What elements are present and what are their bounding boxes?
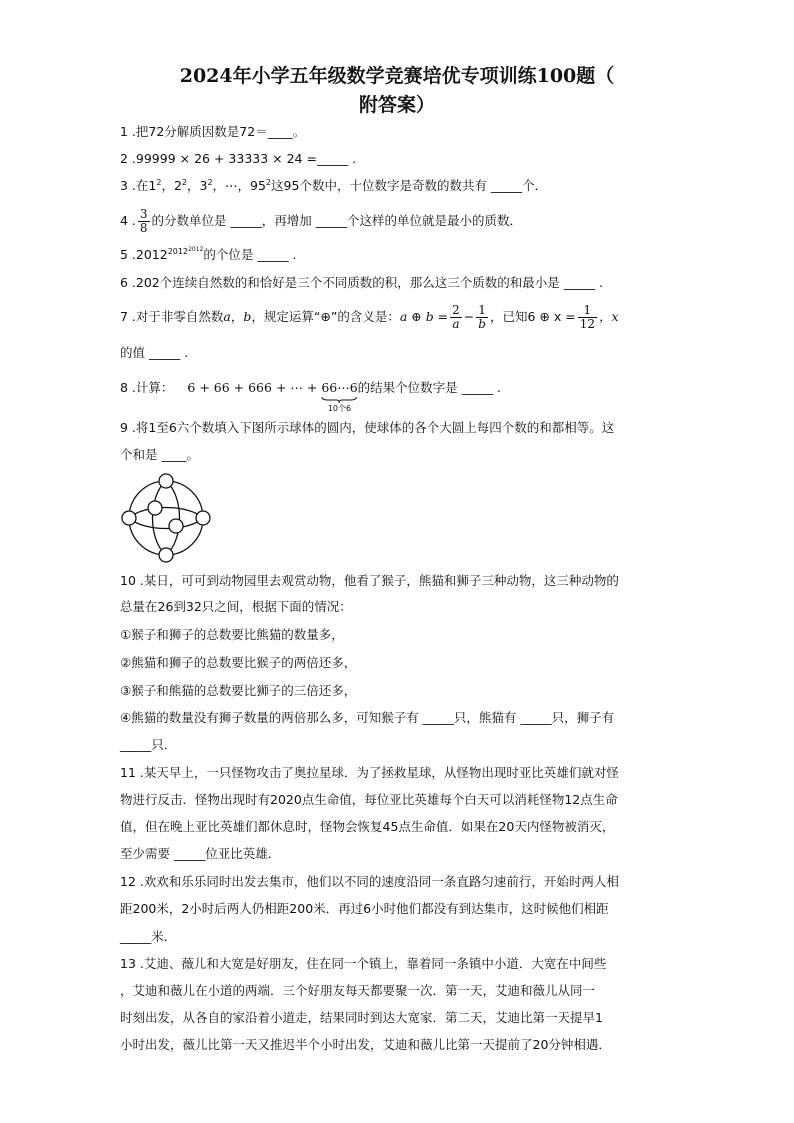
question-12-line2: 距200米，2小时后两人仍相距200米．再过6小时他们都没有到达集市，这时候他们相距	[120, 901, 609, 916]
q7-fraction-3	[578, 304, 597, 331]
sphere-equator-lower	[129, 518, 203, 529]
sphere-circles-diagram	[118, 472, 214, 564]
page-title-line2: 附答案）	[358, 94, 435, 116]
q7-rule: ，规定运算“⊕”的含义是：	[251, 309, 400, 324]
question-1: 1 .把72分解质因数是72＝____。	[120, 124, 306, 139]
q3-suffix: 这95个数中，十位数字是奇数的数共有 _____个．	[271, 178, 548, 193]
q3-prefix: 3 .在1	[120, 178, 157, 193]
q7-prefix: 7 .对于非零自然数	[120, 309, 224, 324]
q7-minus: −	[463, 309, 475, 324]
sphere-equator-upper	[129, 508, 203, 519]
q4-prefix: 4 .	[120, 213, 136, 228]
q7-f2-den: b	[478, 317, 486, 331]
question-10-line1: 10 .某日，可可到动物园里去观赏动物，他看了猴子，熊猫和狮子三种动物，这三种动物的	[120, 573, 619, 588]
q7-known: ，已知6 ⊕ x =	[489, 309, 576, 324]
question-5	[120, 246, 297, 264]
question-10-line2: 总量在26到32只之间，根据下面的情况：	[120, 599, 352, 614]
q8-last-term: 66⋯6	[321, 380, 358, 395]
q3-sep1: ，2	[161, 178, 182, 193]
q8-prefix: 8 .计算：	[120, 380, 174, 395]
sphere-outline	[129, 481, 203, 555]
q4-suffix: 的分数单位是 _____，再增加 _____个这样的单位就是最小的质数．	[151, 213, 522, 228]
question-11-line3: 值，但在晚上亚比英雄们都休息时，怪物会恢复45点生命值．如果在20天内怪物被消灭，	[120, 819, 615, 834]
question-13-line4: 小时出发，薇儿比第一天又推迟半个小时出发，艾迪和薇儿比第一天提前了20分钟相遇．	[120, 1037, 611, 1052]
q8-suffix: 的结果个位数字是 _____ .	[357, 380, 501, 395]
question-8	[120, 379, 501, 413]
q8-expr: 6 + 66 + 666 + ⋯ +	[187, 380, 322, 395]
node-lower-right[interactable]	[169, 519, 183, 533]
question-2: 2 .99999 × 26 + 33333 × 24 =_____ .	[120, 151, 357, 166]
question-7	[120, 304, 619, 331]
q3-exp-2: 2	[181, 177, 187, 187]
q7-var-b: b	[243, 309, 252, 324]
question-7-line2: 的值 _____ .	[120, 345, 189, 360]
q7-f1-den: a	[452, 317, 460, 331]
q4-fraction	[138, 208, 150, 235]
question-4	[120, 208, 522, 235]
q7-comma: ，	[230, 309, 244, 324]
q3-exp-4: 2	[265, 177, 272, 187]
node-bottom[interactable]	[159, 548, 173, 562]
question-13-line1: 13 .艾迪、薇儿和大宽是好朋友，住在同一个镇上，靠着同一条镇中小道．大宽在中间些	[120, 956, 607, 971]
question-10-condition-1: ①猴子和狮子的总数要比熊猫的数量多，	[120, 627, 344, 642]
question-9-line2: 个和是 ____。	[120, 447, 199, 462]
q7-f3-num: 1	[578, 304, 597, 318]
q5-exp2: 2012	[188, 246, 204, 253]
question-10-condition-4: ④熊猫的数量没有狮子数量的两倍那么多，可知猴子有 _____只，熊猫有 _____只，狮子有	[120, 710, 615, 725]
node-upper-left[interactable]	[148, 501, 162, 515]
q3-exp-3: 2	[207, 177, 213, 187]
question-11-line2: 物进行反击．怪物出现时有2020点生命值，每位亚比英雄每个白天可以消耗怪物12点生命	[120, 792, 618, 807]
q5-exp: 2012	[167, 246, 189, 256]
node-top[interactable]	[159, 474, 173, 488]
q7-f1-num: 2	[452, 303, 460, 317]
question-3	[120, 177, 547, 195]
question-6: 6 .202个连续自然数的和恰好是三个不同质数的积，那么这三个质数的和最小是 _____ .	[120, 275, 603, 290]
q7-f3-den: 12	[579, 317, 595, 331]
question-13-line3: 时刻出发，从各自的家沿着小道走，结果同时到达大宽家．第二天，艾迪比第一天提早1	[120, 1010, 603, 1025]
sphere-meridian-right	[166, 481, 180, 555]
q7-var-a: a	[223, 309, 231, 324]
q5-suffix: 的个位是 _____ .	[203, 247, 297, 262]
node-left[interactable]	[122, 511, 136, 525]
question-9-line1: 9 .将1至6六个数填入下图所示球体的圆内，使球体的各个大圆上每四个数的和都相等。这	[120, 420, 615, 435]
q3-mid: ，⋯，95	[212, 178, 266, 193]
question-10-condition-2: ②熊猫和狮子的总数要比猴子的两倍还多，	[120, 655, 357, 670]
q4-denominator: 8	[139, 221, 148, 235]
q7-fraction-2	[476, 304, 488, 331]
q8-underbrace-group	[321, 379, 358, 413]
q7-tail: ，x	[598, 309, 619, 324]
q7-f2-num: 1	[476, 304, 488, 318]
q7-expr-lhs: a ⊕ b =	[399, 309, 449, 324]
question-11-line4: 至少需要 _____位亚比英雄．	[120, 846, 281, 861]
question-10-condition-3: ③猴子和熊猫的总数要比狮子的三倍还多，	[120, 683, 357, 698]
sphere-meridian-left	[153, 481, 167, 555]
q8-brace-label: 10个6	[327, 404, 352, 413]
page-title-line1: 2024年小学五年级数学竞赛培优专项训练100题（	[179, 65, 615, 87]
node-right[interactable]	[196, 511, 210, 525]
q7-fraction-1	[450, 304, 462, 331]
question-10-condition-5: _____只．	[120, 737, 177, 752]
q3-sep2: ，3	[187, 178, 208, 193]
question-12-line3: _____米．	[120, 929, 177, 944]
underbrace-icon	[321, 396, 357, 404]
q4-numerator: 3	[139, 207, 148, 221]
question-11-line1: 11 .某天早上，一只怪物攻击了奥拉星球．为了拯救星球，从怪物出现时亚比英雄们就对怪	[120, 765, 619, 780]
q3-exp-1: 2	[156, 177, 162, 187]
question-12-line1: 12 .欢欢和乐乐同时出发去集市，他们以不同的速度沿同一条直路匀速前行，开始时两人相	[120, 874, 619, 889]
q5-prefix: 5 .2012	[120, 247, 168, 262]
question-13-line2: ，艾迪和薇儿在小道的两端．三个好朋友每天都要聚一次．第一天，艾迪和薇儿从同一	[120, 983, 596, 998]
